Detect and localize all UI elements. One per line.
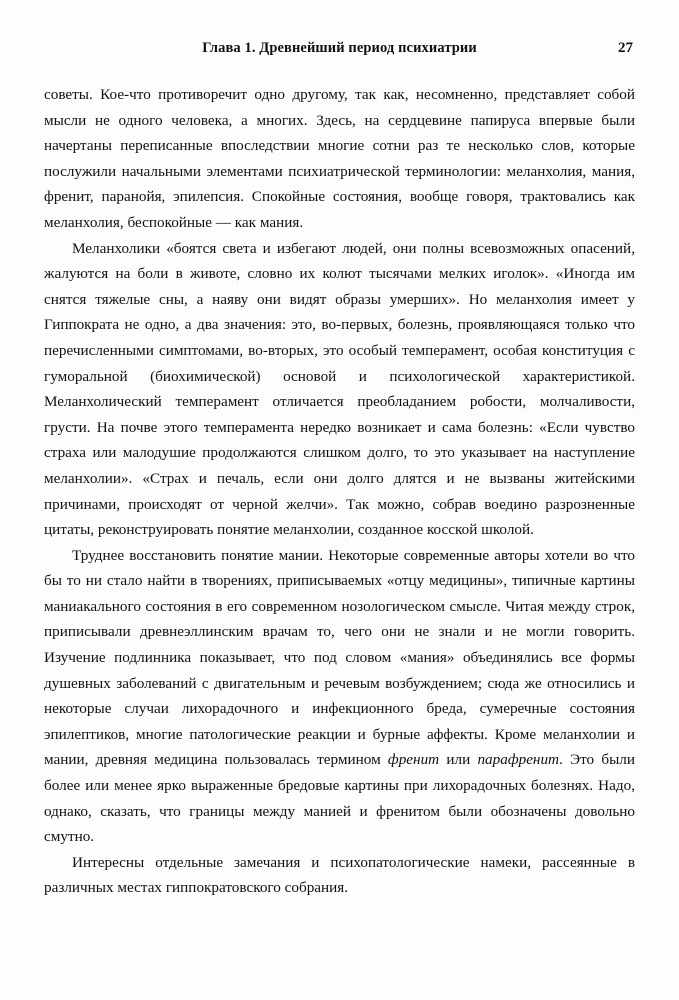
term-frenit: френит <box>387 751 440 769</box>
page-header <box>46 40 633 62</box>
page-body <box>44 82 635 901</box>
paragraph-3-text-part-1: Труднее восстановить понятие мании. Некоторые современные авторы хотели во что бы то ни стало найти в творениях, приписываемых «отцу медицины», типичные картины маниакального состояния в его современном нозологическом смысле. Читая между строк, приписывали древнеэллинским врачам то, чего они не знали и не могли говорить. Изучение подлинника показывает, что под словом «мания» объединялись все формы душевных заболеваний с двигательным и речевым возбуждением; сюда же относились и некоторые случаи лихорадочного и инфекционного бреда, сумеречные состояния эпилептиков, многие патологические реакции и бурные аффекты. Кроме меланхолии и мании, древняя медицина пользовалась термином <box>44 546 635 769</box>
paragraph-3-text-part-2: или <box>439 751 478 769</box>
paragraph-3-text-part-3: . Это были более или менее ярко выраженные бредовые картины при лихорадочных болезнях. Надо, однако, сказать, что границы между манией и френитом были обозначены довольно смутно. <box>44 751 635 846</box>
paragraph-3 <box>44 543 635 850</box>
paragraph-2: Меланхолики «боятся света и избегают людей, они полны всевозможных опасений, жалуются на боли в животе, словно их колют тысячами мелких иголок». «Иногда им снятся тяжелые сны, а наяву они видят образы умерших». Но меланхолия имеет у Гиппократа не одно, а два значения: это, во-первых, болезнь, проявляющаяся только что перечисленными симптомами, во-вторых, это особый темперамент, особая конституция с гуморальной (биохимической) основой и психологической характеристикой. Меланхолический темперамент отличается преобладанием робости, молчаливости, грусти. На почве этого темперамента нередко возникает и сама болезнь: «Если чувство страха или малодушие продолжаются слишком долго, то это указывает на наступление меланхолии». «Страх и печаль, если они долго длятся и не вызваны житейскими причинами, происходят от черной желчи». Так можно, собрав воедино разрозненные цитаты, реконструировать понятие меланхолии, созданное косской школой. <box>44 239 635 539</box>
paragraph-1: советы. Кое-что противоречит одно другому, так как, несомненно, представляет собой мысли не одного человека, а многих. Здесь, на сердцевине папируса впервые были начертаны переписанные впоследствии многие сотни раз те несколько слов, которые послужили начальными элементами психиатрической терминологии: меланхолия, мания, френит, паранойя, эпилепсия. Спокойные состояния, вообще говоря, трактовались как меланхолия, беспокойные — как мания. <box>44 86 635 231</box>
page-number: 27 <box>618 40 633 56</box>
term-parafrenit: парафренит <box>477 751 560 769</box>
paragraph-4: Интересны отдельные замечания и психопатологические намеки, рассеянные в различных местах гиппократовского собрания. <box>44 853 635 897</box>
running-head-title: Глава 1. Древнейший период психиатрии <box>202 40 477 56</box>
